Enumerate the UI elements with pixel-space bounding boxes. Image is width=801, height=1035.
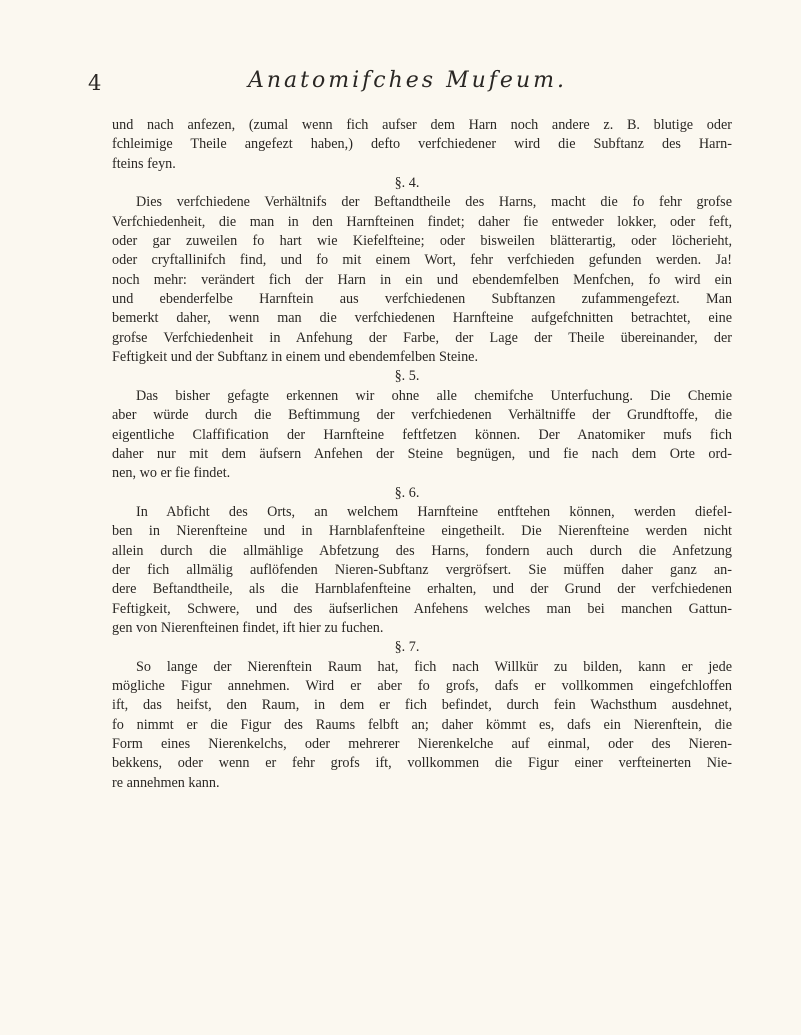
section-heading: §. 6.	[394, 484, 420, 501]
page-header	[88, 70, 728, 96]
text-line: Dies verfchiedene Verhältnifs der Beftandtheile des Harns, macht die fo fehr grofse	[136, 194, 732, 211]
text-line: noch mehr: verändert fich der Harn in ein und ebendemfelben Menfchen, fo wird ein	[112, 271, 732, 288]
text-line: gen von Nierenfteinen findet, ift hier zu fuchen.	[112, 619, 384, 636]
text-line: Das bisher gefagte erkennen wir ohne alle chemifche Unterfuchung. Die Chemie	[136, 387, 732, 404]
text-line: aber würde durch die Beftimmung der verfchiedenen Verhältniffe der Grundftoffe, die	[112, 407, 732, 424]
text-line: eigentliche Claffification der Harnfteine feftfetzen können. Der Anatomiker mufs fich	[112, 426, 732, 443]
text-line: der fich allmälig auflöfenden Nieren-Subftanz vergröfsert. Sie müffen daher ganz an-	[112, 561, 732, 578]
text-line: und nach anfezen, (zumal wenn fich aufser dem Harn noch andere z. B. blutige oder	[112, 117, 732, 133]
section-heading: §. 4.	[394, 175, 420, 192]
body-text	[112, 116, 732, 793]
text-line: Verfchiedenheit, die man in den Harnfteinen findet; daher fie entweder lokker, oder feft,	[112, 213, 732, 230]
text-line: Feftigkeit, Schwere, und des äufserlichen Anfehens welches man bei manchen Gattun-	[112, 600, 732, 617]
text-line: oder cryftallinifch find, und fo mit einem Wort, fehr verfchieden gefunden werden. Ja!	[112, 252, 732, 269]
text-line: In Abficht des Orts, an welchem Harnfteine entftehen können, werden diefel-	[136, 503, 732, 520]
text-line: fteins feyn.	[112, 155, 176, 172]
text-line: nen, wo er fie findet.	[112, 465, 231, 482]
text-line: grofse Verfchiedenheit in Anfehung der Farbe, der Lage der Theile übereinander, der	[112, 329, 732, 346]
text-line: bekkens, oder wenn er fehr grofs ift, vollkommen die Figur einer verfteinerten Nie-	[112, 755, 732, 772]
text-line: Form eines Nierenkelchs, oder mehrerer Nierenkelche auf einmal, oder des Nieren-	[112, 736, 732, 752]
text-line: ben in Nierenfteine und in Harnblafenfteine eingetheilt. Die Nierenfteine werden nicht	[112, 523, 732, 540]
text-line: und ebenderfelbe Harnftein aus verfchiedenen Subftanzen zufammengefezt. Man	[112, 291, 732, 308]
text-line: fchleimige Theile angefezt haben,) defto verfchiedener wird die Subftanz des Harn-	[112, 136, 732, 153]
text-line: re annehmen kann.	[112, 774, 220, 791]
text-line: mögliche Figur annehmen. Wird er aber fo grofs, dafs er vollkommen eingefchloffen	[112, 677, 732, 694]
text-line: allein durch die allmählige Abfetzung des Harns, fondern auch durch die Anfetzung	[112, 542, 732, 559]
text-line: bemerkt daher, wenn man die verfchiedenen Harnfteine aufgefchnitten betrachtet, eine	[112, 310, 732, 327]
text-line: Feftigkeit und der Subftanz in einem und ebendemfelben Steine.	[112, 349, 479, 366]
text-line: So lange der Nierenftein Raum hat, fich nach Willkür zu bilden, kann er jede	[136, 658, 732, 675]
section-heading: §. 5.	[394, 368, 420, 385]
page-number: 4	[88, 71, 102, 95]
text-line: daher nur mit dem äufsern Anfehen der Steine begnügen, und fie nach dem Orte ord-	[112, 445, 732, 462]
section-heading: §. 7.	[394, 639, 420, 656]
text-line: dere Beftandtheile, als die Harnblafenfteine erhalten, und der Grund der verfchiedenen	[112, 581, 732, 598]
text-line: ift, das heifst, den Raum, in dem er fich befindet, durch fein Wachsthum ausdehnet,	[112, 697, 732, 714]
text-line: fo nimmt er die Figur des Raums felbft an; daher kömmt es, dafs ein Nierenftein, die	[112, 716, 732, 733]
text-line: oder gar zuweilen fo hart wie Kiefelfteine; oder bisweilen blätterartig, oder löcherieht,	[112, 233, 732, 250]
running-title: Anatomifches Mufeum.	[248, 68, 567, 93]
